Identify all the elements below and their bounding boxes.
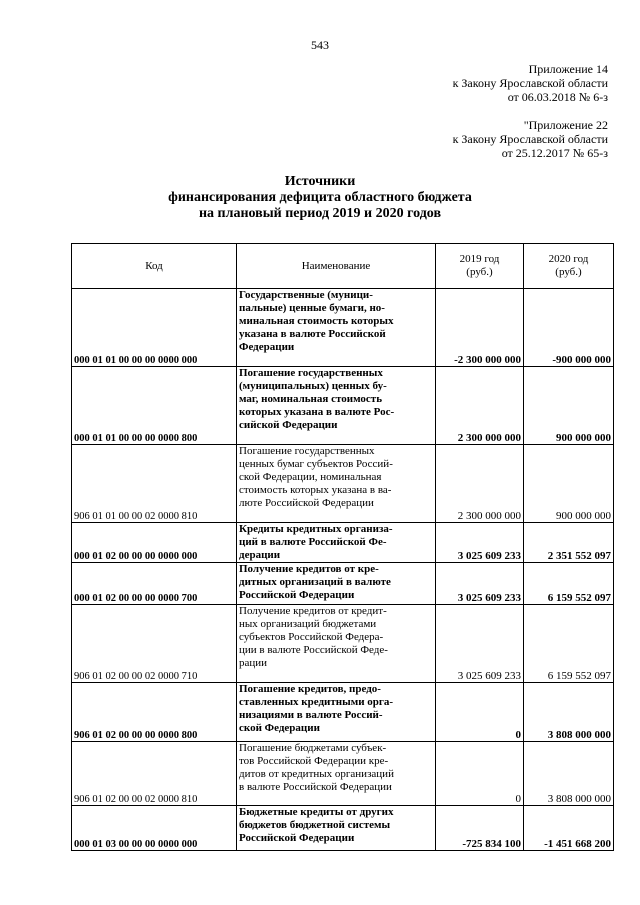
row-name xyxy=(237,683,436,742)
row-code: 906 01 02 00 00 02 0000 810 xyxy=(72,742,237,806)
row-name-line: Погашение государственных xyxy=(239,445,375,457)
header-2020-year: 2020 год xyxy=(548,253,589,265)
header-name: Наименование xyxy=(237,244,436,289)
row-name-line: ных организаций бюджетами xyxy=(239,618,377,630)
title-line-3: на плановый период 2019 и 2020 годов xyxy=(198,206,442,221)
row-name-line: Государственные (муници- xyxy=(239,289,373,301)
row-name xyxy=(237,742,436,806)
row-code: 000 01 01 00 00 00 0000 800 xyxy=(72,367,237,445)
table-row xyxy=(72,806,614,851)
row-name xyxy=(237,605,436,683)
row-name-line: дитов от кредитных организаций xyxy=(239,768,394,780)
row-name-line: рации xyxy=(239,657,268,669)
table-row xyxy=(72,683,614,742)
row-value-2020: -900 000 000 xyxy=(524,289,614,367)
row-value-2019: 3 025 609 233 xyxy=(436,523,524,563)
row-name-line: минальная стоимость которых xyxy=(239,315,394,327)
row-name xyxy=(237,563,436,605)
row-value-2019: -2 300 000 000 xyxy=(436,289,524,367)
row-name xyxy=(237,289,436,367)
row-name-line: бюджетов бюджетной системы xyxy=(239,819,391,831)
header-2019-year: 2019 год xyxy=(459,253,500,265)
row-name-line: пальные) ценные бумаги, но- xyxy=(239,302,385,314)
row-name-line: низациями в валюте Россий- xyxy=(239,709,383,721)
row-name xyxy=(237,806,436,851)
row-code: 906 01 02 00 00 02 0000 710 xyxy=(72,605,237,683)
title-line-1: Источники xyxy=(284,174,356,189)
row-code: 000 01 03 00 00 00 0000 000 xyxy=(72,806,237,851)
table-row xyxy=(72,445,614,523)
title-line-2: финансирования дефицита областного бюджета xyxy=(168,190,472,205)
row-value-2020: 6 159 552 097 xyxy=(524,563,614,605)
row-name-line: Кредиты кредитных организа- xyxy=(239,523,393,535)
appendix-original xyxy=(453,118,608,160)
table-header-row xyxy=(72,244,614,289)
row-name-line: Федерации xyxy=(239,341,295,353)
row-code: 906 01 01 00 00 02 0000 810 xyxy=(72,445,237,523)
appendix-original-line-2: к Закону Ярославской области xyxy=(452,132,608,146)
row-name xyxy=(237,445,436,523)
financing-sources-table xyxy=(71,243,614,851)
row-name-line: ценных бумаг субъектов Россий- xyxy=(239,458,393,470)
row-name xyxy=(237,523,436,563)
appendix-current-line-2: к Закону Ярославской области xyxy=(452,76,608,90)
row-value-2020: 2 351 552 097 xyxy=(524,523,614,563)
header-2020 xyxy=(524,244,614,289)
table-row xyxy=(72,289,614,367)
row-name-line: указана в валюте Российской xyxy=(239,328,386,340)
row-name-line: которых указана в валюте Рос- xyxy=(239,406,395,418)
row-name-line: ской Федерации xyxy=(239,722,320,734)
row-name-line: маг, номинальная стоимость xyxy=(239,393,383,405)
row-code: 000 01 02 00 00 00 0000 700 xyxy=(72,563,237,605)
row-value-2020: 3 808 000 000 xyxy=(524,742,614,806)
row-name-line: ставленных кредитными орга- xyxy=(239,696,394,708)
row-value-2019: 3 025 609 233 xyxy=(436,563,524,605)
row-name-line: в валюте Российской Федерации xyxy=(239,781,392,793)
row-value-2020: 900 000 000 xyxy=(524,367,614,445)
row-value-2019: -725 834 100 xyxy=(436,806,524,851)
appendix-current-line-3: от 06.03.2018 № 6-з xyxy=(507,90,608,104)
table-row xyxy=(72,563,614,605)
row-code: 000 01 02 00 00 00 0000 000 xyxy=(72,523,237,563)
row-value-2020: 900 000 000 xyxy=(524,445,614,523)
table-row xyxy=(72,742,614,806)
row-name-line: Погашение бюджетами субъек- xyxy=(239,742,387,754)
row-name-line: ской Федерации, номинальная xyxy=(239,471,382,483)
row-name-line: сийской Федерации xyxy=(239,419,338,431)
row-name-line: Российской Федерации xyxy=(239,589,355,601)
row-name-line: дерации xyxy=(239,549,281,561)
row-name-line: дитных организаций в валюте xyxy=(239,576,391,588)
row-name-line: ции в валюте Российской Феде- xyxy=(239,644,388,656)
appendix-original-line-1: "Приложение 22 xyxy=(523,118,608,132)
row-name-line: Бюджетные кредиты от других xyxy=(239,806,394,818)
header-2019-unit: (руб.) xyxy=(466,266,493,278)
table-row xyxy=(72,605,614,683)
row-name xyxy=(237,367,436,445)
page-number: 543 xyxy=(311,38,329,52)
header-2020-unit: (руб.) xyxy=(555,266,582,278)
row-value-2019: 2 300 000 000 xyxy=(436,445,524,523)
row-name-line: люте Российской Федерации xyxy=(239,497,374,509)
row-name-line: тов Российской Федерации кре- xyxy=(239,755,389,767)
row-name-line: субъектов Российской Федера- xyxy=(239,631,384,643)
appendix-current xyxy=(453,62,608,104)
row-name-line: Российской Федерации xyxy=(239,832,355,844)
row-value-2019: 0 xyxy=(436,742,524,806)
appendix-current-line-1: Приложение 14 xyxy=(528,62,608,76)
row-name-line: стоимость которых указана в ва- xyxy=(239,484,392,496)
row-value-2019: 2 300 000 000 xyxy=(436,367,524,445)
row-value-2019: 3 025 609 233 xyxy=(436,605,524,683)
row-name-line: Погашение государственных xyxy=(239,367,383,379)
row-name-line: (муниципальных) ценных бу- xyxy=(239,380,387,392)
row-name-line: Получение кредитов от кредит- xyxy=(239,605,387,617)
header-code: Код xyxy=(72,244,237,289)
row-name-line: ций в валюте Российской Фе- xyxy=(239,536,387,548)
row-value-2020: 3 808 000 000 xyxy=(524,683,614,742)
row-name-line: Погашение кредитов, предо- xyxy=(239,683,381,695)
document-title xyxy=(0,174,640,222)
row-code: 906 01 02 00 00 00 0000 800 xyxy=(72,683,237,742)
row-code: 000 01 01 00 00 00 0000 000 xyxy=(72,289,237,367)
table-row xyxy=(72,367,614,445)
row-value-2019: 0 xyxy=(436,683,524,742)
row-value-2020: 6 159 552 097 xyxy=(524,605,614,683)
table-row xyxy=(72,523,614,563)
header-2019 xyxy=(436,244,524,289)
row-value-2020: -1 451 668 200 xyxy=(524,806,614,851)
appendix-original-line-3: от 25.12.2017 № 65-з xyxy=(501,146,608,160)
row-name-line: Получение кредитов от кре- xyxy=(239,563,379,575)
